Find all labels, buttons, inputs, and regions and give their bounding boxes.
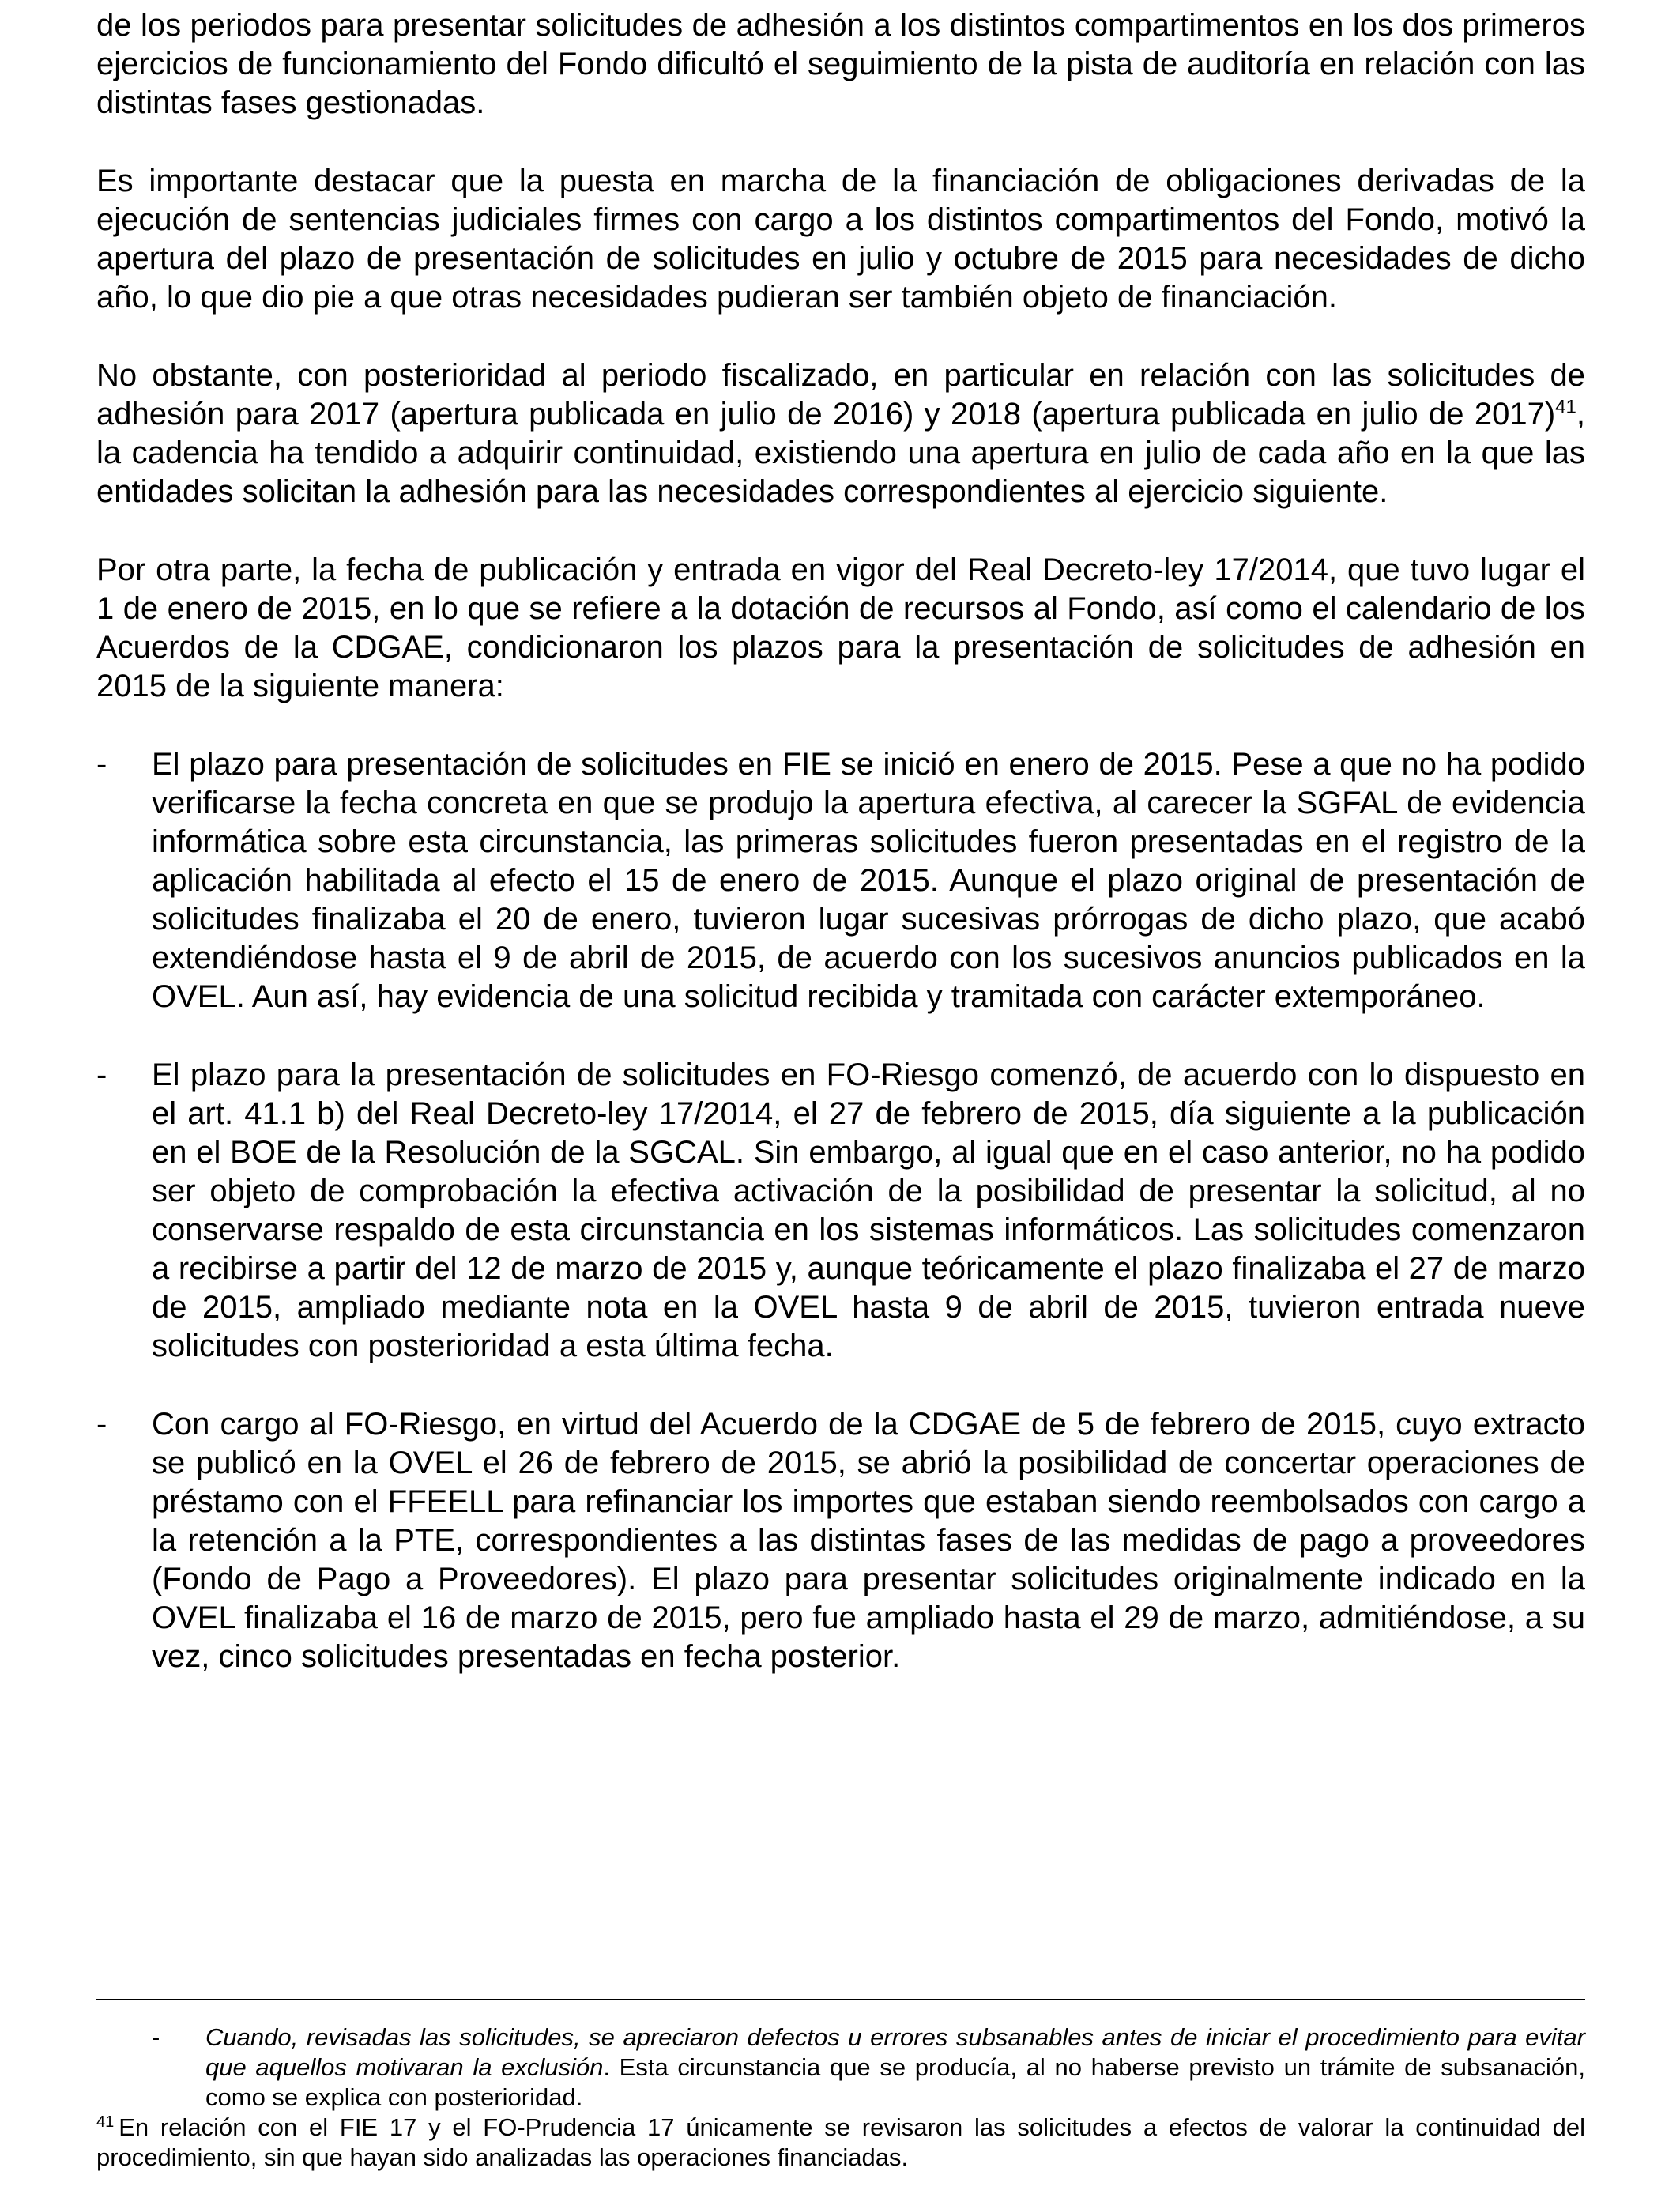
bullet-marker: - [96, 747, 107, 782]
bullet-text: El plazo para la presentación de solicitudes en FO-Riesgo comenzó, de acuerdo con lo dispuesto en el art. 41.1 b) del Real Decreto-ley 17/2014, el 27 de febrero de 2015, día siguiente a la publicación en el BOE de la Resolución de la SGCAL. Sin embargo, al igual que en el caso anterior, no ha podido ser objeto de comprobación la efectiva activación de la posibilidad de presentar la solicitud, al no conservarse respaldo de esta circunstancia en los sistemas informáticos. Las solicitudes comenzaron a recibirse a partir del 12 de marzo de 2015 y, aunque teóricamente el plazo finalizaba el 27 de marzo de 2015, ampliado mediante nota en la OVEL hasta 9 de abril de 2015, tuvieron entrada nueve solicitudes con posterioridad a esta última fecha. [152, 1057, 1585, 1363]
paragraph-4: Por otra parte, la fecha de publicación y entrada en vigor del Real Decreto-ley 17/2014, que tuvo lugar el 1 de enero de 2015, en lo que se refiere a la dotación de recursos al Fondo, así como el calendario de los Acuerdos de la CDGAE, condicionaron los plazos para la presentación de solicitudes de adhesión en 2015 de la siguiente manera: [96, 552, 1585, 703]
footnote-number: 41 [96, 2113, 115, 2131]
footnote-41 [96, 2113, 1585, 2173]
paragraph-1: de los periodos para presentar solicitudes de adhesión a los distintos compartimentos en los dos primeros ejercicios de funcionamiento del Fondo dificultó el seguimiento de la pista de auditoría en relación con las distintas fases gestionadas. [96, 8, 1585, 120]
bullet-item-fo-riesgo-refinanciacion [96, 1405, 1585, 1676]
footnote-continued-item [96, 2022, 1585, 2113]
paragraph-3 [96, 356, 1585, 511]
footnote-bullet-marker: - [152, 2023, 160, 2051]
paragraph-2: Es importante destacar que la puesta en marcha de la financiación de obligaciones derivadas de la ejecución de sentencias judiciales firmes con cargo a los distintos compartimentos del Fondo, motivó la apertura del plazo de presentación de solicitudes en julio y octubre de 2015 para necesidades de dicho año, lo que dio pie a que otras necesidades pudieran ser también objeto de financiación. [96, 164, 1585, 315]
bullet-text: El plazo para presentación de solicitudes en FIE se inició en enero de 2015. Pese a que no ha podido verificarse la fecha concreta en que se produjo la apertura efectiva, al carecer la SGFAL de evidencia informática sobre esta circunstancia, las primeras solicitudes fueron presentadas en el registro de la aplicación habilitada al efecto el 15 de enero de 2015. Aunque el plazo original de presentación de solicitudes finalizaba el 20 de enero, tuvieron lugar sucesivas prórrogas de dicho plazo, que acabó extendiéndose hasta el 9 de abril de 2015, de acuerdo con los sucesivos anuncios publicados en la OVEL. Aun así, hay evidencia de una solicitud recibida y tramitada con carácter extemporáneo. [152, 747, 1585, 1014]
footnote-41-text: En relación con el FIE 17 y el FO-Prudencia 17 únicamente se revisaron las solicitudes a efectos de valorar la continuidad del procedimiento, sin que hayan sido analizadas las operaciones financiadas. [96, 2113, 1585, 2171]
paragraph-3-text-after-ref: , la cadencia ha tendido a adquirir continuidad, existiendo una apertura en julio de cada año en la que las entidades solicitan la adhesión para las necesidades correspondientes al ejercicio siguiente. [96, 397, 1585, 509]
footnote-italic-text: Cuando, revisadas las solicitudes, se apreciaron defectos u errores subsanables antes de iniciar el procedimiento para evitar que aquellos motivaran la exclusión [205, 2023, 1585, 2081]
footnote-ref-41[interactable]: 41 [1555, 396, 1576, 418]
footnote-plain-text: . Esta circunstancia que se producía, al no haberse previsto un trámite de subsanación, como se explica con posterioridad. [205, 2053, 1585, 2111]
footnotes-section [96, 1999, 1585, 2173]
bullet-marker: - [96, 1057, 107, 1092]
bullet-text: Con cargo al FO-Riesgo, en virtud del Acuerdo de la CDGAE de 5 de febrero de 2015, cuyo extracto se publicó en la OVEL el 26 de febrero de 2015, se abrió la posibilidad de concertar operaciones de préstamo con el FFEELL para refinanciar los importes que estaban siendo reembolsados con cargo a la retención a la PTE, correspondientes a las distintas fases de las medidas de pago a proveedores (Fondo de Pago a Proveedores). El plazo para presentar solicitudes originalmente indicado en la OVEL finalizaba el 16 de marzo de 2015, pero fue ampliado hasta el 29 de marzo, admitiéndose, a su vez, cinco solicitudes presentadas en fecha posterior. [152, 1407, 1585, 1674]
document-body [96, 6, 1585, 1716]
bullet-item-fo-riesgo [96, 1056, 1585, 1366]
bullet-marker: - [96, 1407, 107, 1442]
footnote-separator [96, 1999, 1585, 2000]
bullet-item-fie [96, 745, 1585, 1016]
paragraph-3-text-before-ref: No obstante, con posterioridad al periodo fiscalizado, en particular en relación con las solicitudes de adhesión para 2017 (apertura publicada en julio de 2016) y 2018 (apertura publicada en julio de 2017) [96, 358, 1585, 432]
